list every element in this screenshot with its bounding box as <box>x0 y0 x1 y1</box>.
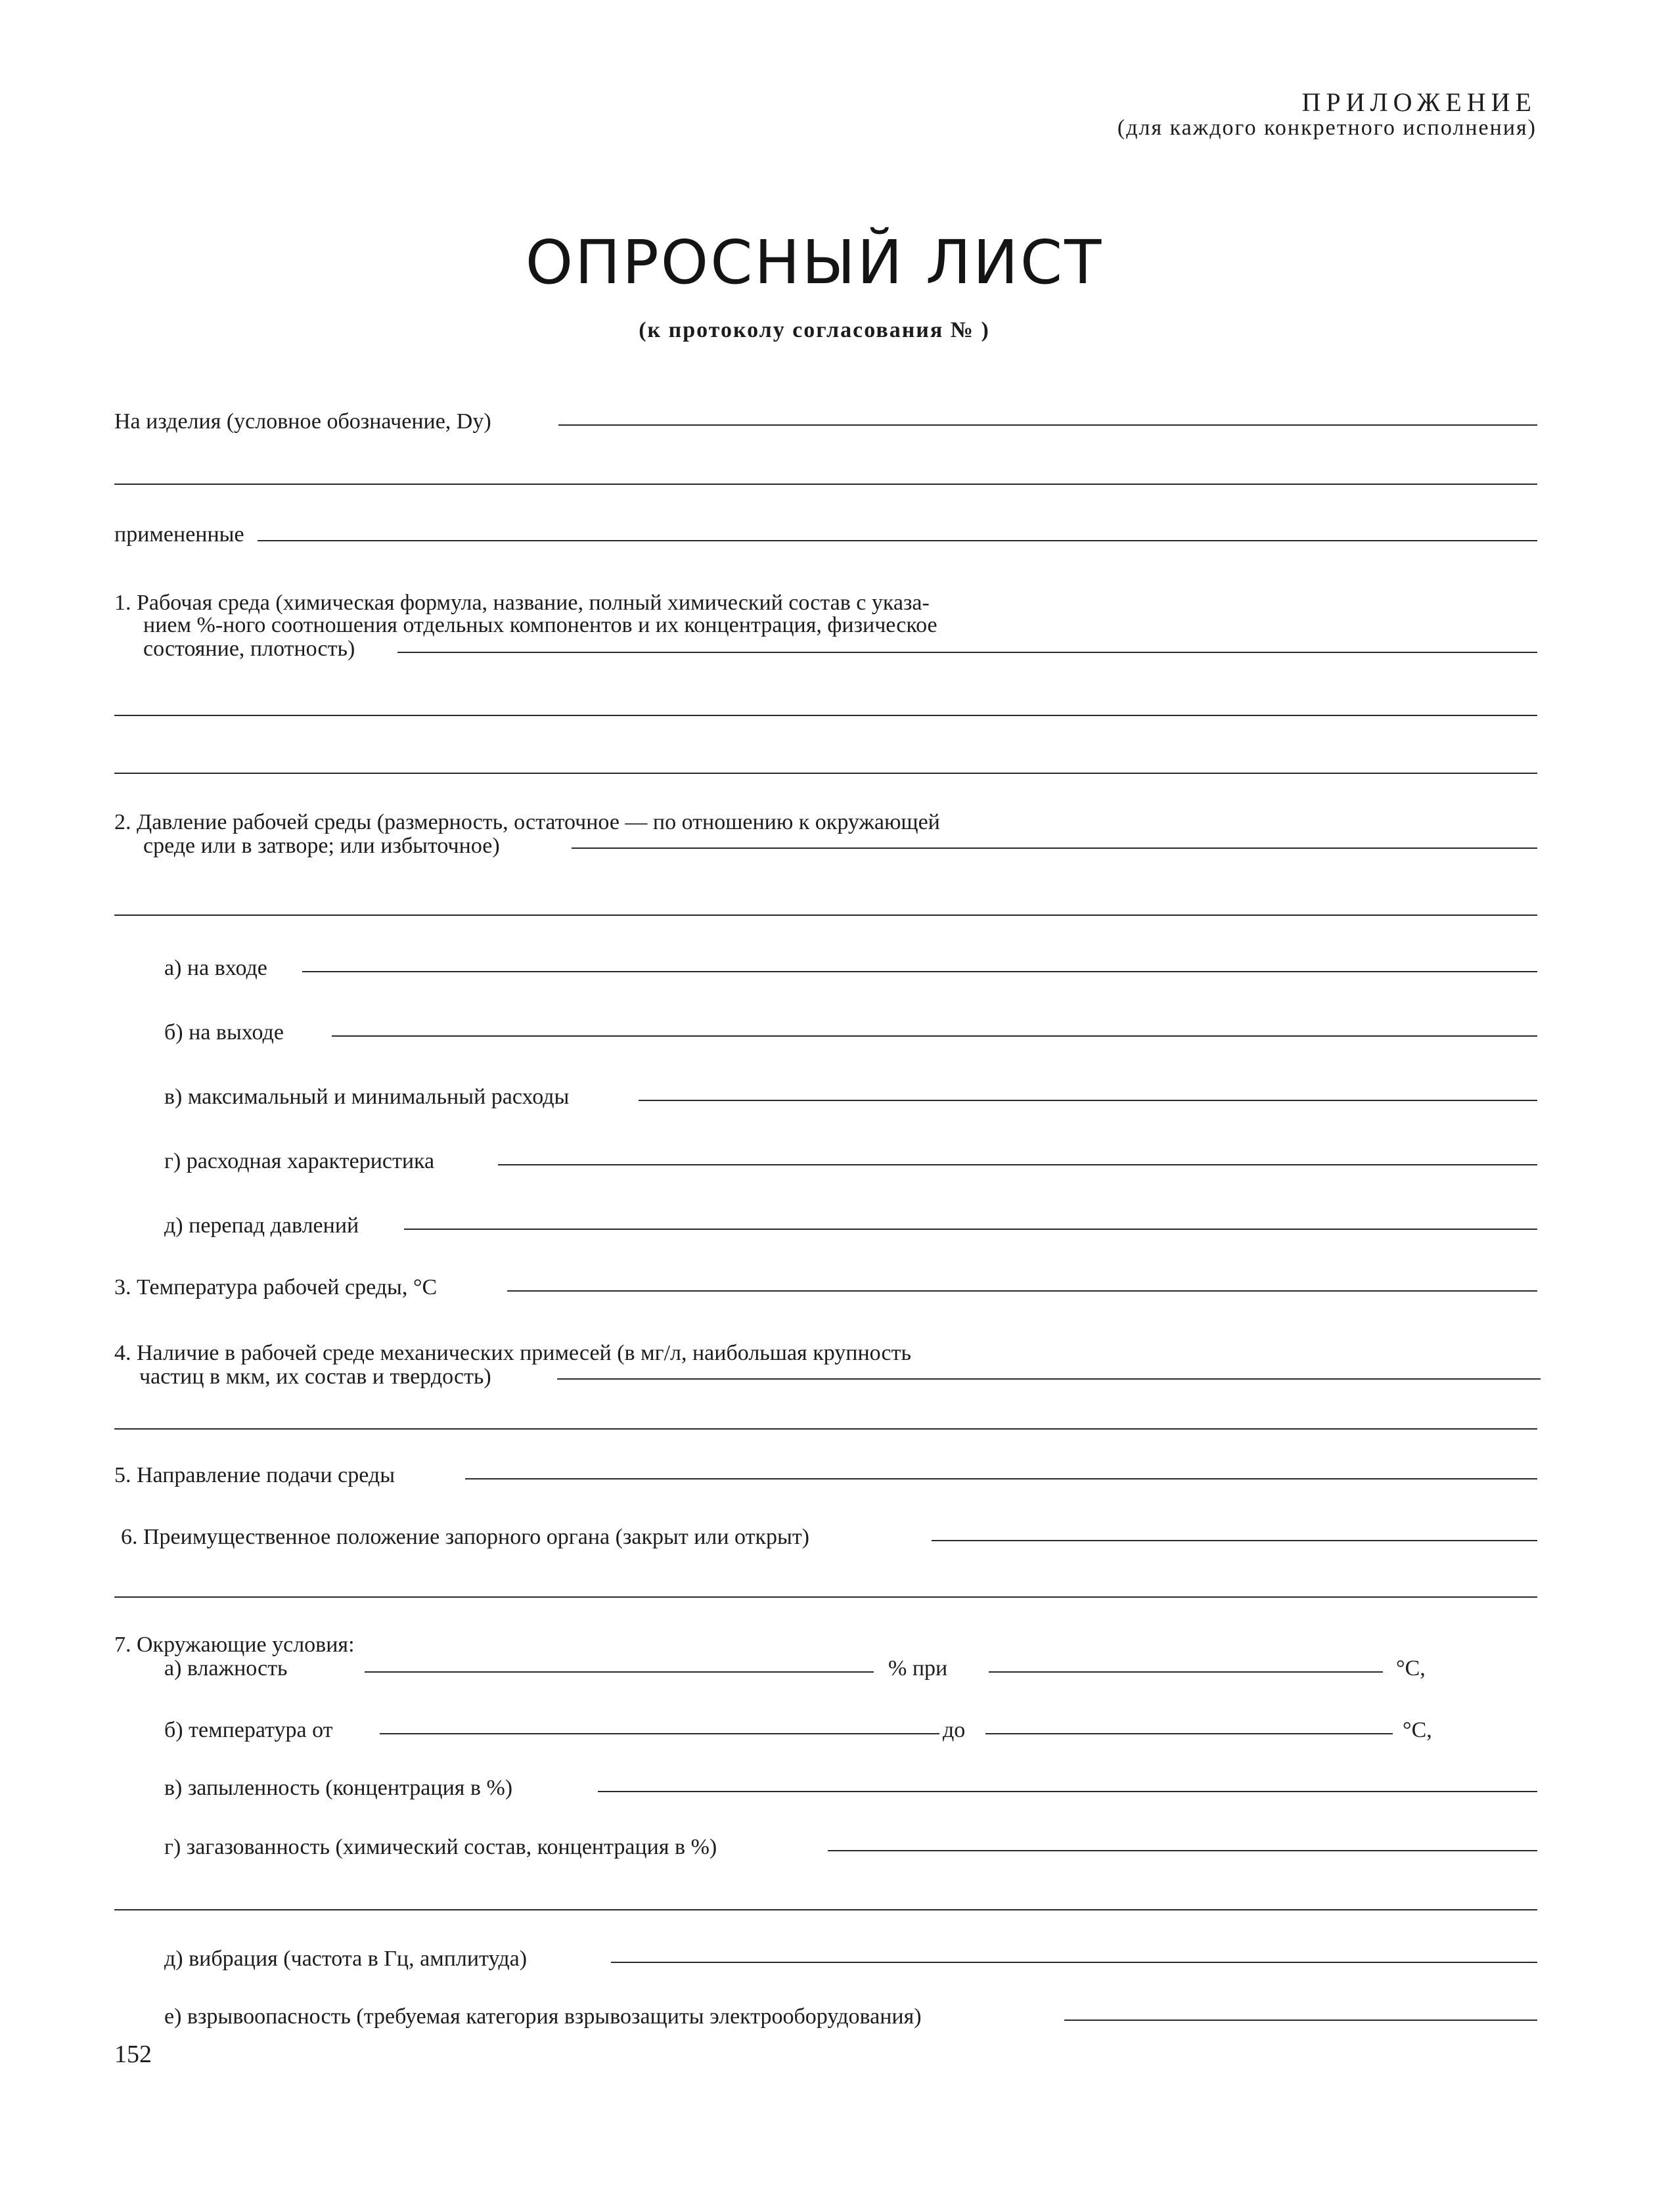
item7v-label: в) запыленность (концентрация в %) <box>164 1776 513 1800</box>
item7d-label: д) вибрация (частота в Гц, амплитуда) <box>164 1947 528 1971</box>
field-item5[interactable] <box>465 1478 1537 1479</box>
item2v-label: в) максимальный и минимальный расходы <box>164 1085 570 1109</box>
appendix-title: ПРИЛОЖЕНИЕ <box>1301 87 1537 117</box>
form-title: ОПРОСНЫЙ ЛИСТ <box>525 227 1104 298</box>
field-item7a-temp[interactable] <box>989 1671 1383 1673</box>
field-item7b-to[interactable] <box>985 1733 1393 1734</box>
field-item2a[interactable] <box>302 971 1537 972</box>
field-item2v[interactable] <box>639 1100 1537 1101</box>
field-item6[interactable] <box>932 1540 1537 1541</box>
item1-line2: нием %-ного соотношения отдельных компонентов и их концентрация, физическое <box>143 613 937 637</box>
field-item7g-extra[interactable] <box>114 1909 1537 1910</box>
item7e-label: е) взрывоопасность (требуемая категория взрывозащиты электрооборудования) <box>164 2004 922 2029</box>
item4-line1: 4. Наличие в рабочей среде механических примесей (в мг/л, наибольшая крупность <box>114 1341 911 1365</box>
field-item7a-humidity[interactable] <box>365 1671 874 1673</box>
field-item1-extra1[interactable] <box>114 715 1537 716</box>
field-item7e[interactable] <box>1064 2020 1537 2021</box>
field-applied[interactable] <box>258 540 1537 541</box>
item1-line3: состояние, плотность) <box>143 637 355 661</box>
item7b-to: до <box>943 1718 966 1742</box>
page-number: 152 <box>114 2041 152 2068</box>
field-product-extra[interactable] <box>114 484 1537 485</box>
field-product[interactable] <box>558 424 1537 426</box>
label-applied: примененные <box>114 522 244 547</box>
item2b-label: б) на выходе <box>164 1020 284 1045</box>
field-item2d[interactable] <box>404 1229 1537 1230</box>
field-item4-extra[interactable] <box>114 1428 1537 1430</box>
field-item2[interactable] <box>572 847 1537 849</box>
field-item7d[interactable] <box>611 1962 1537 1963</box>
item2d-label: д) перепад давлений <box>164 1213 359 1238</box>
item1-line1: 1. Рабочая среда (химическая формула, название, полный химический состав с указа- <box>114 591 930 615</box>
item7b-unit: °С, <box>1403 1718 1432 1742</box>
item5-label: 5. Направление подачи среды <box>114 1463 395 1487</box>
label-product: На изделия (условное обозначение, Dу) <box>114 409 491 434</box>
item7a-percent-at: % при <box>888 1656 948 1681</box>
field-item7v[interactable] <box>598 1791 1537 1792</box>
field-item6-extra[interactable] <box>114 1596 1537 1598</box>
field-item1[interactable] <box>397 652 1537 653</box>
appendix-subtitle: (для каждого конкретного исполнения) <box>1117 116 1537 140</box>
item4-line2: частиц в мкм, их состав и твердость) <box>139 1365 491 1389</box>
form-subtitle: (к протоколу согласования № ) <box>639 318 990 342</box>
item2a-label: а) на входе <box>164 956 267 980</box>
item7-label: 7. Окружающие условия: <box>114 1633 355 1657</box>
field-item2b[interactable] <box>332 1035 1537 1037</box>
item3-label: 3. Температура рабочей среды, °С <box>114 1275 438 1299</box>
field-item7b-from[interactable] <box>380 1733 939 1734</box>
item7g-label: г) загазованность (химический состав, концентрация в %) <box>164 1835 717 1859</box>
item2-line2: среде или в затворе; или избыточное) <box>143 834 500 858</box>
field-item1-extra2[interactable] <box>114 773 1537 774</box>
field-item2g[interactable] <box>498 1164 1537 1165</box>
field-item7g[interactable] <box>828 1850 1537 1851</box>
item7b-label: б) температура от <box>164 1718 333 1742</box>
item7a-label: а) влажность <box>164 1656 288 1681</box>
item2-line1: 2. Давление рабочей среды (размерность, остаточное — по отношению к окружающей <box>114 810 940 834</box>
item7a-unit: °С, <box>1396 1656 1426 1681</box>
item2g-label: г) расходная характеристика <box>164 1149 435 1173</box>
field-item4[interactable] <box>557 1378 1541 1380</box>
field-item2-extra[interactable] <box>114 914 1537 916</box>
item6-label: 6. Преимущественное положение запорного органа (закрыт или открыт) <box>121 1525 810 1549</box>
field-item3[interactable] <box>507 1290 1537 1292</box>
